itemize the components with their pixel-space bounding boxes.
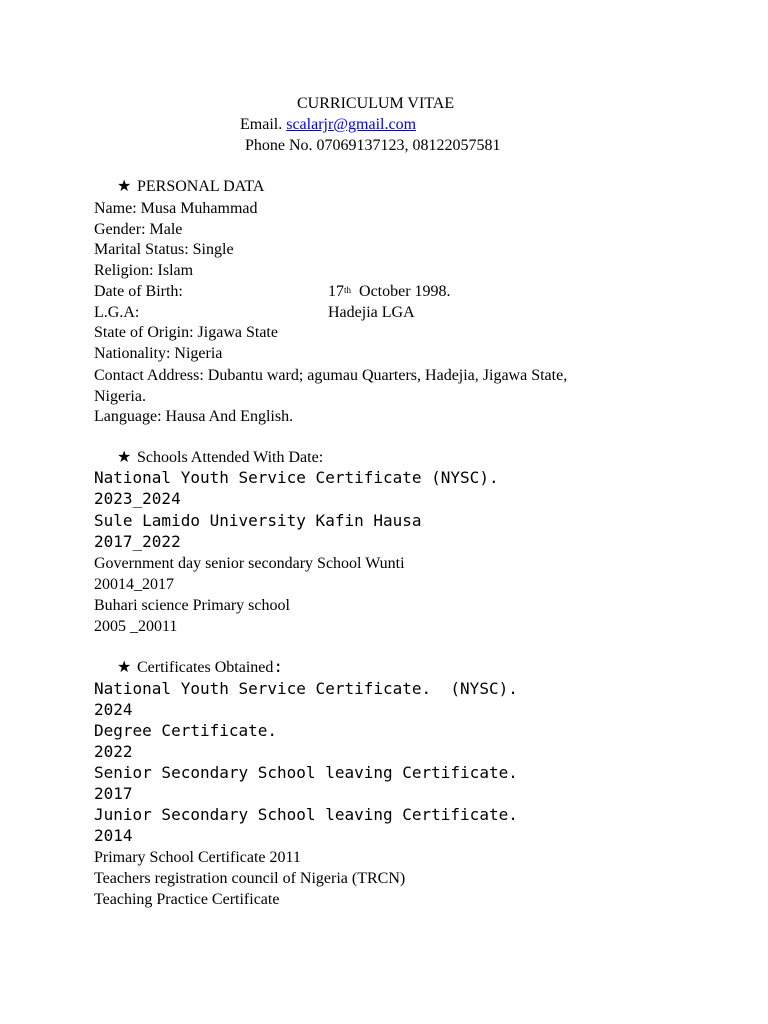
- address-line-1: Contact Address: Dubantu ward; agumau Quarters, Hadejia, Jigawa State,: [94, 367, 568, 384]
- school-line: Buhari science Primary school: [94, 597, 290, 614]
- school-line: 2005 _20011: [94, 618, 178, 635]
- state-line: State of Origin: Jigawa State: [94, 324, 278, 341]
- school-line: 2023_2024: [94, 489, 181, 508]
- dob-value: 17th October 1998.: [328, 283, 451, 300]
- address-line-2: Nigeria.: [94, 388, 146, 405]
- phone-line: Phone No. 07069137123, 08122057581: [245, 137, 501, 154]
- certificate-line: 2022: [94, 742, 133, 761]
- email-line: [240, 115, 416, 135]
- language-line: Language: Hausa And English.: [94, 408, 294, 425]
- certificate-line: Teaching Practice Certificate: [94, 891, 280, 908]
- certificate-line: Junior Secondary School leaving Certificate.: [94, 805, 518, 824]
- certificate-line: Primary School Certificate 2011: [94, 849, 301, 866]
- school-line: Government day senior secondary School Wunti: [94, 555, 405, 572]
- school-line: 2017_2022: [94, 532, 181, 551]
- personal-data-heading: ★ PERSONAL DATA: [117, 178, 265, 195]
- name-line: Name: Musa Muhammad: [94, 200, 258, 217]
- certificate-line: National Youth Service Certificate. (NYSC).: [94, 679, 518, 698]
- certificates-heading: ★ Certificates Obtained:: [117, 657, 284, 676]
- lga-label: L.G.A:: [94, 304, 140, 321]
- nationality-line: Nationality: Nigeria: [94, 345, 223, 362]
- certificate-line: Senior Secondary School leaving Certificate.: [94, 763, 518, 782]
- document-title: CURRICULUM VITAE: [297, 95, 455, 112]
- certificate-line: 2017: [94, 784, 133, 803]
- lga-value: Hadejia LGA: [328, 304, 415, 321]
- religion-line: Religion: Islam: [94, 262, 194, 279]
- certificate-line: Teachers registration council of Nigeria (TRCN): [94, 870, 406, 887]
- email-link[interactable]: scalarjr@gmail.com: [286, 116, 417, 133]
- certificate-line: 2014: [94, 826, 133, 845]
- marital-line: Marital Status: Single: [94, 241, 234, 258]
- email-label: Email.: [240, 116, 287, 133]
- school-line: Sule Lamido University Kafin Hausa: [94, 511, 422, 530]
- star-icon: ★: [117, 659, 132, 676]
- dob-label: Date of Birth:: [94, 283, 183, 300]
- school-line: National Youth Service Certificate (NYSC).: [94, 468, 499, 487]
- certificate-line: 2024: [94, 700, 133, 719]
- schools-heading: ★ Schools Attended With Date:: [117, 449, 324, 466]
- star-icon: ★: [117, 178, 132, 195]
- school-line: 20014_2017: [94, 576, 174, 593]
- gender-line: Gender: Male: [94, 221, 183, 238]
- star-icon: ★: [117, 449, 132, 466]
- certificate-line: Degree Certificate.: [94, 721, 278, 740]
